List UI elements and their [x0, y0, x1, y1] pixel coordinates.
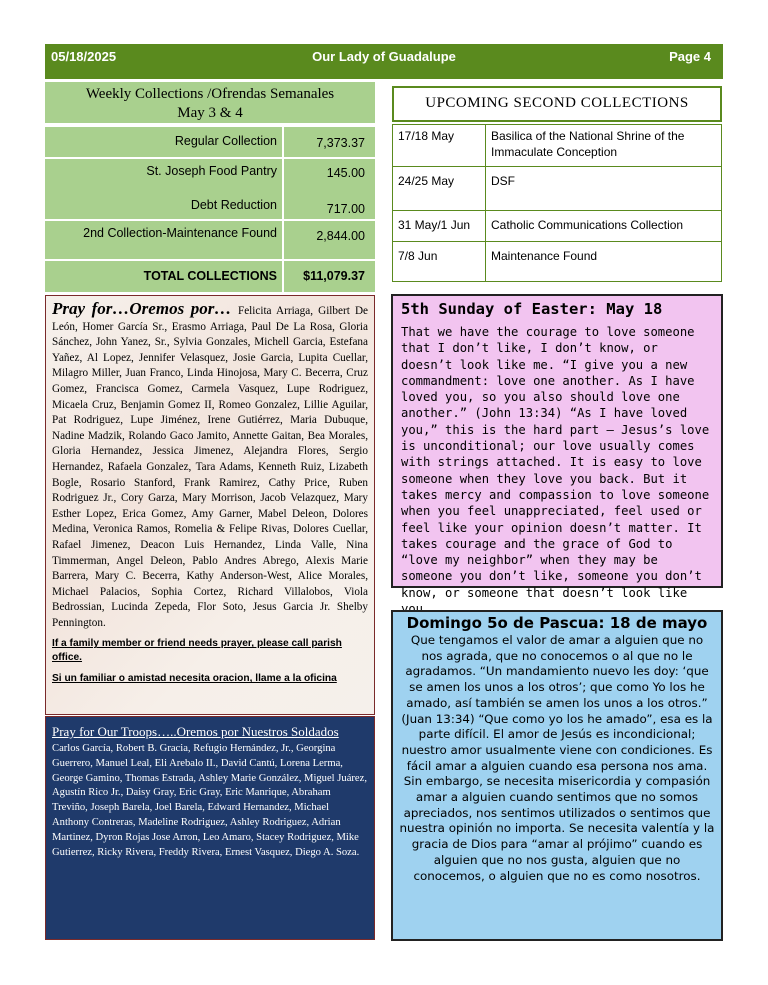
collection-value: 7,373.37 — [316, 136, 365, 150]
collection-label: Debt Reduction — [190, 198, 277, 212]
domingo-reflection-box — [391, 610, 723, 941]
collection-row — [45, 127, 375, 159]
collections-column-divider — [282, 127, 284, 292]
domingo-title: Domingo 5o de Pascua: 18 de mayo — [406, 614, 708, 632]
collection-total-row — [45, 261, 375, 292]
upcoming-title: UPCOMING SECOND COLLECTIONS — [392, 86, 722, 122]
upcoming-date: 31 May/1 Jun — [393, 211, 486, 242]
collections-title-line2: May 3 & 4 — [177, 105, 243, 121]
upcoming-row — [393, 167, 722, 211]
domingo-body: Que tengamos el valor de amar a alguien que no nos agrada, que no conocemos o al que no le agradamos. “Un mandamiento nuevo les doy: ‘que se amen los unos a los otros’; que como Yo los he amado, así también se amen los unos a los otros.” (Juan 13:34) “Que como yo los he amado”, esa es la parte difícil. El amor de Jesús es incondicional; nuestro amor usualmente viene con condiciones. Es fácil amar a alguien cuando esa persona nos ama. Sin embargo, se necesita misericordia y compasión amar a alguien cuando sentimos que no somos apreciados, nos sentimos utilizados o sentimos que nuestra opinión no importa. Se necesita valentía y la gracia de Dios para “amar al prójimo” cuando es alguien que no nos gusta, alguien que no conocemos, o alguien que no es como nosotros. — [399, 633, 715, 883]
easter-reflection-box — [391, 294, 723, 600]
prayer-list-box — [45, 295, 375, 715]
upcoming-description: Catholic Communications Collection — [486, 211, 722, 242]
collection-value: 2,844.00 — [316, 229, 365, 243]
collections-title — [45, 82, 375, 126]
upcoming-date: 7/8 Jun — [393, 242, 486, 282]
collection-row — [45, 221, 375, 261]
collections-title-line1: Weekly Collections /Ofrendas Semanales — [85, 86, 335, 102]
collection-label: St. Joseph Food Pantry — [146, 164, 277, 178]
upcoming-row — [393, 125, 722, 167]
prayer-list-names: Felicita Arriaga, Gilbert De León, Homer García Sr., Erasmo Arriaga, Paul De La Rosa, Gloria Sánchez, John Yanez, Sr., Sylvia Gonzales, Michell Garcia, Estefana Yañez, Al Lopez, Jennifer Velasquez, Josie Garcia, Lupita Cuellar, Milagro Miller, Juan Franco, Linda Hinojosa, Mary C. Becerra, Cruz Gomez, Francisca Gomez, Carmela Vasquez, Lupe Rodriguez, Micaela Cruz, Benjamin Gomez II, Romeo Gonzalez, Lillie Aguilar, Pat Rodriguez, Lupe Jiménez, Irene Gutiérrez, Maria Dubuque, Nadine Madzik, Rolando Gaco Jamito, Annette Gaitan, Bea Morales, Gloria Hernandez, Jessica Jimenez, Alejandra Flores, Sergio Hernandez, Rafaela Gonzalez, Tara Adams, Kenneth Ruiz, Lizabeth Bogle, Rosario Stanford, Frank Ramirez, Cathy Price, Ruben Rodriguez Jr., Cory Garza, Mary Morrison, Jacob Velazquez, Mary Esther Lopez, Erica Gomez, Amy Garner, Mabel Deleon, Dolores Medina, Veronica Ramos, Romelia & Felipe Rivas, Dolores Cuellar, Rafael Jimenez, Deacon Luis Hernandez, Linda Valle, Nina Timmerman, Angel Deleon, Pablo Andres Abrego, Alexis Marie Barrera, Mary C. Becerra, Kathy Anderson-West, Alice Morales, Michael Palacios, Sophia Cortez, Richard Villalobos, Viola Bedrossian, Lucinda Zepeda, Flor Soto, Jesus Garcia Jr. Shelby Pennington. — [52, 305, 368, 629]
troops-names: Carlos García, Robert B. Gracia, Refugio Hernández, Jr., Georgina Guerrero, Manuel Leal, Eli Arebalo II., David Cantú, Lorena Lerma, George Gamino, Thomas Estrada, Ashley Marie González, Miguel Juárez, Agustín Rico Jr., Daisy Gray, Eric Gray, Eric Manrique, Abraham Treviño, Joseph Barela, Joel Barela, Edward Hernandez, Michael Anthony Contreras, Madeline Rodriguez, Ashley Rodriguez, Adrian Martinez, Dyron Rojas Jose Arron, Leo Amaro, Stacey Rodriguez, Mike Gutierrez, Ricky Rivera, Freddy Rivera, Ernest Vasquez, Diego A. Soza. — [52, 743, 367, 858]
upcoming-description: Basilica of the National Shrine of the Immaculate Conception — [486, 125, 722, 167]
prayer-list-title: Pray for…Oremos por… — [52, 299, 238, 318]
troops-title: Pray for Our Troops…..Oremos por Nuestros Soldados — [52, 724, 339, 739]
collection-label: 2nd Collection-Maintenance Found — [83, 226, 277, 240]
collection-value: 717.00 — [326, 202, 365, 216]
upcoming-row — [393, 211, 722, 242]
parish-name: Our Lady of Guadalupe — [312, 49, 456, 64]
prayer-note-english: If a family member or friend needs prayer, please call parish office. — [52, 638, 342, 664]
easter-body: That we have the courage to love someone that I don’t like, I don’t know, or doesn’t look like me. “I give you a new commandment: love one another. As I have loved you, so you also should love one another.” (John 13:34) “As I have loved you,” this is the hard part – Jesus’s love is unconditional; our love usually comes with strings attached. It is easy to love someone when they love you back. But it takes mercy and compassion to love someone when you feel unappreciated, feel used or feel like your opinion doesn’t matter. It takes courage and the grace of God to “love my neighbor” when they may be someone you don’t like, someone you don’t know, or someone that doesn’t look like — [401, 325, 710, 600]
troops-box — [45, 716, 375, 940]
prayer-note-spanish: Si un familiar o amistad necesita oracion, llame a la oficina — [52, 673, 337, 685]
total-label: TOTAL COLLECTIONS — [143, 269, 277, 283]
upcoming-date: 17/18 May — [393, 125, 486, 167]
upcoming-row — [393, 242, 722, 282]
upcoming-date: 24/25 May — [393, 167, 486, 211]
bulletin-date: 05/18/2025 — [51, 49, 117, 64]
easter-title: 5th Sunday of Easter: May 18 — [401, 300, 663, 318]
upcoming-description: DSF — [486, 167, 722, 211]
upcoming-table — [392, 124, 722, 282]
collection-label: Regular Collection — [174, 134, 277, 148]
collection-value: 145.00 — [326, 166, 365, 180]
page-header — [45, 44, 723, 79]
collection-row — [45, 159, 375, 221]
total-value: $11,079.37 — [303, 269, 365, 283]
upcoming-description: Maintenance Found — [486, 242, 722, 282]
page-number: Page 4 — [669, 49, 711, 64]
